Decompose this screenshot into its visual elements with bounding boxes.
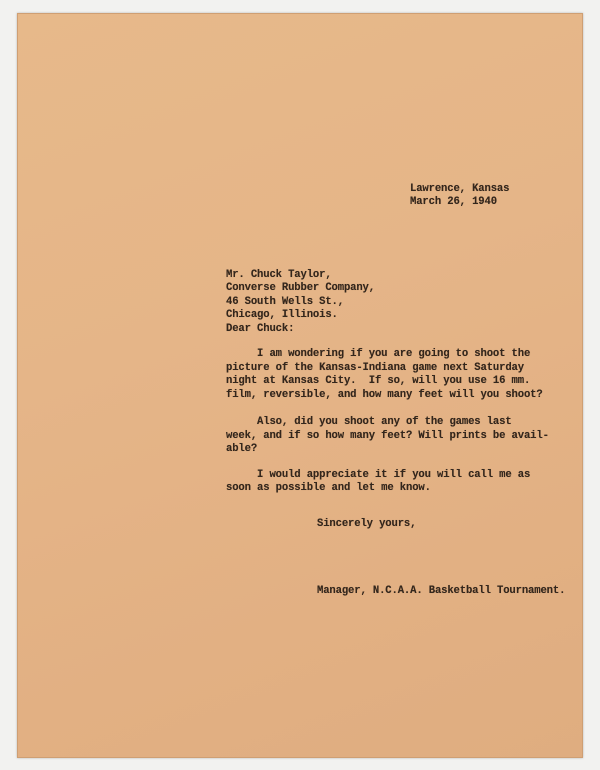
recipient-name: Mr. Chuck Taylor, bbox=[226, 269, 332, 281]
paragraph-2-line: able? bbox=[226, 443, 258, 455]
recipient-street: 46 South Wells St., bbox=[226, 296, 344, 308]
letter-place: Lawrence, Kansas bbox=[410, 183, 510, 195]
recipient-company: Converse Rubber Company, bbox=[226, 282, 375, 294]
salutation: Dear Chuck: bbox=[226, 323, 295, 335]
signature-title: Manager, N.C.A.A. Basketball Tournament. bbox=[317, 585, 566, 597]
paragraph-1-line: I am wondering if you are going to shoot the bbox=[226, 348, 531, 360]
closing: Sincerely yours, bbox=[317, 518, 417, 530]
paragraph-3-line: I would appreciate it if you will call me as bbox=[226, 469, 531, 481]
paragraph-1-line: film, reversible, and how many feet will you shoot? bbox=[226, 389, 543, 401]
paragraph-2-line: Also, did you shoot any of the games last bbox=[226, 416, 512, 428]
recipient-city: Chicago, Illinois. bbox=[226, 309, 338, 321]
paragraph-1-line: picture of the Kansas-Indiana game next Saturday bbox=[226, 362, 524, 374]
paragraph-1-line: night at Kansas City. If so, will you use 16 mm. bbox=[226, 375, 531, 387]
letter-date: March 26, 1940 bbox=[410, 196, 497, 208]
paragraph-3-line: soon as possible and let me know. bbox=[226, 482, 431, 494]
paragraph-2-line: week, and if so how many feet? Will prints be avail- bbox=[226, 430, 549, 442]
